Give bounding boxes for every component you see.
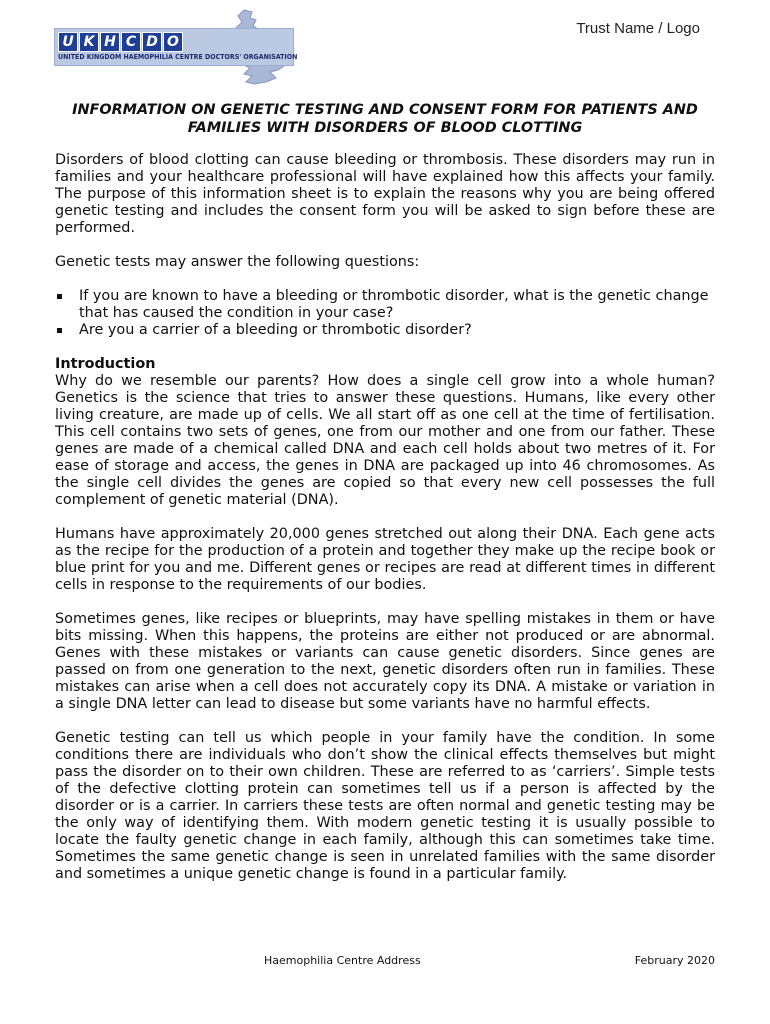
logo-letter: O bbox=[163, 32, 183, 52]
body-paragraph: Genetic testing can tell us which people in your family have the condition. In some conditions there are individuals who don’t show the clinical effects themselves but might pass the disorder on to their own children. These are referred to as ‘carriers’. Simple tests of the defective clotting protein can sometimes tell us if a person is affected by the disorder or is a carrier. In carriers these tests are often normal and genetic testing may be the only way of identifying them. With modern genetic testing it is usually possible to locate the faulty genetic change in each family, although this can sometimes take time. Sometimes the same genetic change is seen in unrelated families with the same disorder and sometimes a unique genetic change is found in a particular family. bbox=[55, 730, 715, 882]
ukhcdo-logo bbox=[54, 8, 298, 88]
questions-list bbox=[55, 288, 715, 339]
footer-date: February 2020 bbox=[634, 954, 715, 967]
bullet-icon bbox=[57, 294, 62, 299]
question-text: Are you a carrier of a bleeding or thrombotic disorder? bbox=[79, 322, 472, 338]
intro-paragraph: Disorders of blood clotting can cause bleeding or thrombosis. These disorders may run in families and your healthcare professional will have explained how this affects your family. The purpose of this information sheet is to explain the reasons why you are being offered genetic testing and includes the consent form you will be asked to sign before these are performed. bbox=[55, 152, 715, 236]
logo-letter: U bbox=[58, 32, 78, 52]
introduction-heading: Introduction bbox=[55, 356, 156, 372]
logo-letter: K bbox=[79, 32, 99, 52]
logo-subtitle: UNITED KINGDOM HAEMOPHILIA CENTRE DOCTORS' ORGANISATION bbox=[58, 53, 298, 61]
body-paragraph: Sometimes genes, like recipes or blueprints, may have spelling mistakes in them or have bits missing. When this happens, the proteins are either not produced or are abnormal. Genes with these mistakes or variants can cause genetic disorders. Since genes are passed on from one generation to the next, genetic disorders often run in families. These mistakes can arise when a cell does not accurately copy its DNA. A mistake or variation in a single DNA letter can lead to disease but some variants have no harmful effects. bbox=[55, 611, 715, 712]
bullet-icon bbox=[57, 328, 62, 333]
question-text: If you are known to have a bleeding or thrombotic disorder, what is the genetic change that has caused the condition in your case? bbox=[79, 288, 709, 321]
logo-letter: D bbox=[142, 32, 162, 52]
list-item bbox=[55, 288, 715, 322]
logo-band bbox=[54, 28, 298, 66]
logo-letter: H bbox=[100, 32, 120, 52]
document-body bbox=[55, 152, 715, 883]
body-paragraph: Why do we resemble our parents? How does a single cell grow into a whole human? Genetics is the science that tries to answer these questions. Humans, like every other living creature, are made up of cells. We all start off as one cell at the time of fertilisation. This cell contains two sets of genes, one from our mother and one from our father. These genes are made of a chemical called DNA and each cell holds about two metres of it. For ease of storage and access, the genes in DNA are packaged up into 46 chromosomes. As the single cell divides the genes are copied so that every new cell possesses the full complement of genetic material (DNA). bbox=[55, 373, 715, 508]
trust-name-placeholder: Trust Name / Logo bbox=[576, 20, 700, 37]
logo-letter: C bbox=[121, 32, 141, 52]
questions-lead: Genetic tests may answer the following questions: bbox=[55, 254, 420, 270]
logo-letters bbox=[58, 32, 183, 52]
document-title: INFORMATION ON GENETIC TESTING AND CONSENT FORM FOR PATIENTS AND FAMILIES WITH DISORDERS OF BLOOD CLOTTING bbox=[72, 102, 698, 136]
body-paragraph: Humans have approximately 20,000 genes stretched out along their DNA. Each gene acts as the recipe for the production of a protein and together they make up the recipe book or blue print for you and me. Different genes or recipes are read at different times in different cells in response to the requirements of our bodies. bbox=[55, 526, 715, 593]
footer-address: Haemophilia Centre Address bbox=[264, 954, 421, 967]
list-item bbox=[55, 322, 715, 339]
